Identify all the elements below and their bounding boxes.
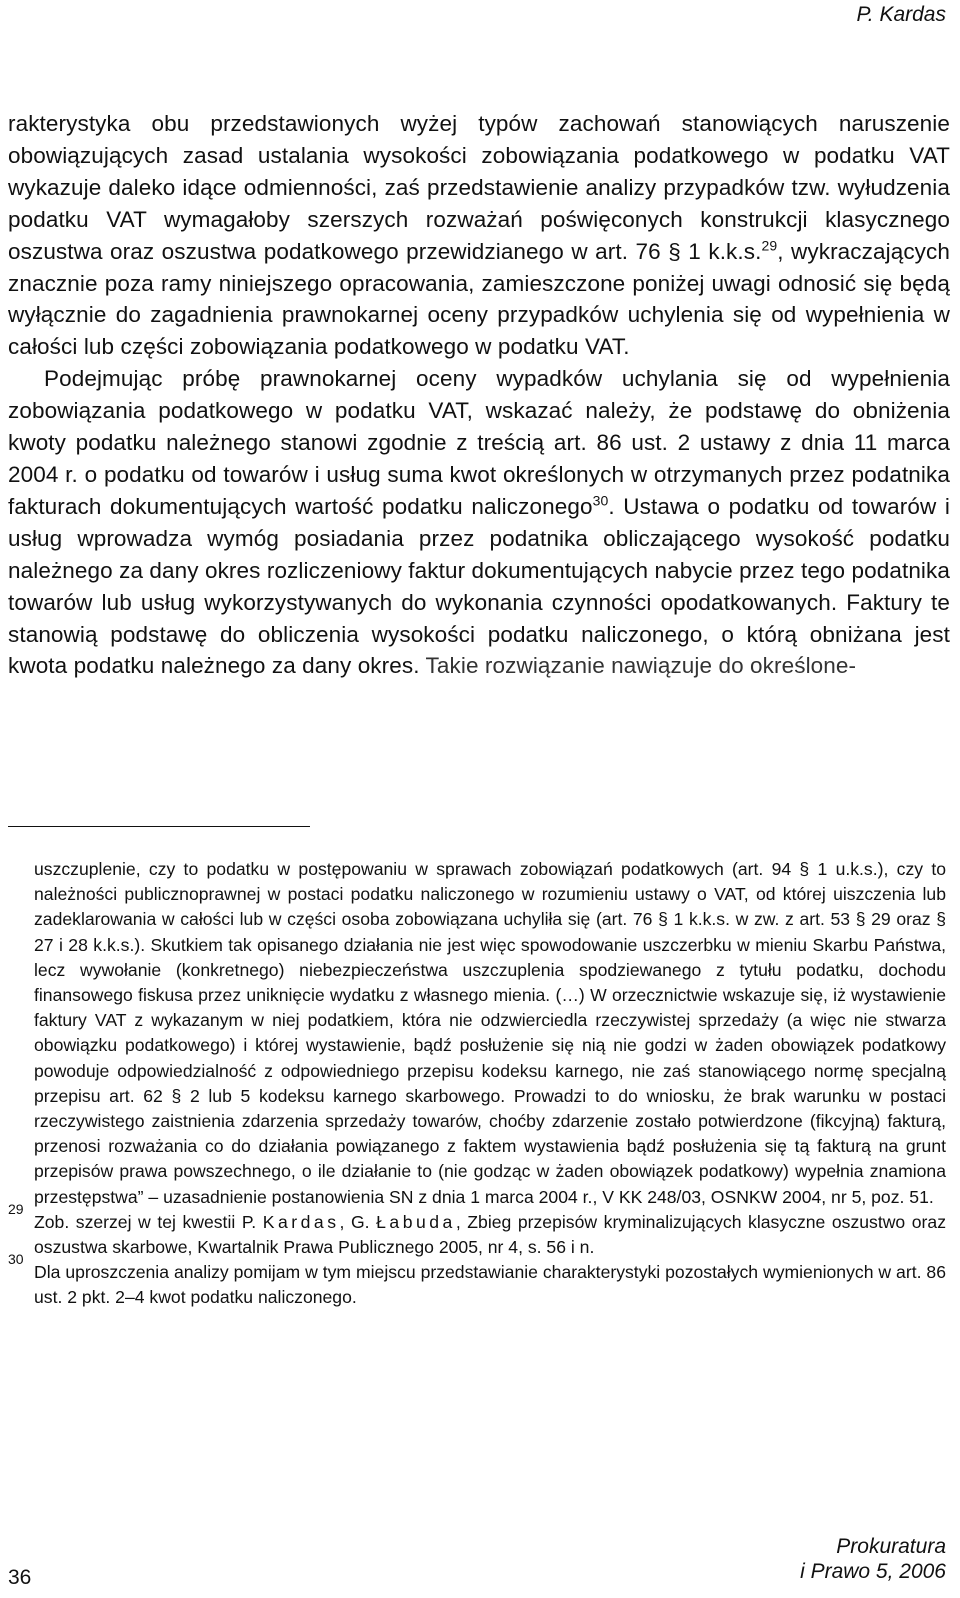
footnote-30-text: Dla uproszczenia analizy pomijam w tym miejscu przedstawianie charakterystyki pozostałych wymienionych w art. 86 ust. 2 pkt. 2–4 kwot podatku naliczonego. — [34, 1262, 946, 1308]
footnote-30-number: 30 — [8, 1251, 24, 1268]
running-head: P. Kardas — [856, 3, 946, 26]
paragraph-2 — [8, 363, 950, 682]
footnote-29-text-b: , Zbieg przepisów kryminalizujących klasyczne oszustwo oraz oszustwa skarbowe, Kwartalnik Prawa Publicznego 2005, nr 4, s. 56 i n. — [34, 1211, 947, 1258]
footnote-29-author-2: Łabuda — [376, 1211, 456, 1232]
journal-title: Prokuratura — [836, 1535, 946, 1558]
journal-info — [800, 1534, 946, 1584]
page-number: 36 — [8, 1566, 32, 1589]
paragraph-2-text-b: . Ustawa o podatku od towarów i usług wprowadza wymóg posiadania przez podatnika obliczającego wysokość podatku należnego za dany okres rozliczeniowy faktur dokumentujących nabycie przez tego podatnika towarów lub usług wykorzystywanych do wykonania czynności opodatkowanych. Faktury te stanowią podstawę do obliczenia wysokości podatku naliczonego, o którą obniżana jest kwota podatku należnego za dany okres. — [8, 493, 950, 679]
footnotes — [8, 857, 946, 1311]
paragraph-1-text-b: , wykraczających znacznie poza ramy niniejszego opracowania, zamieszczone poniżej uwagi odnosić się będą wyłącznie do zagadnienia prawnokarnej oceny przypadków uchylenia się od wypełnienia w całości lub części zobowiązania podatkowego w podatku VAT. — [8, 238, 950, 360]
paragraph-1-text-a: rakterystyka obu przedstawionych wyżej typów zachowań stanowiących naruszenie obowiązujących zasad ustalania wysokości zobowiązania podatkowego w podatku VAT wykazuje daleko idące odmienności, zaś przedstawienie analizy przypadków tzw. wyłudzenia podatku VAT wymagałoby szerszych rozważań poświęconych konstrukcji klasycznego oszustwa oraz oszustwa podatkowego przewidzianego w art. 76 § 1 k.k.s. — [8, 111, 950, 264]
footnote-ref-29[interactable]: 29 — [761, 237, 778, 254]
footnote-29-separator: , G. — [339, 1211, 370, 1232]
journal-issue: i Prawo 5, 2006 — [800, 1560, 946, 1583]
main-text — [8, 108, 950, 682]
paragraph-2-text-c: Takie rozwiązanie nawiązuje do określone- — [425, 653, 857, 679]
footnote-30 — [8, 1251, 946, 1310]
footnote-29-number: 29 — [8, 1200, 24, 1217]
paragraph-2-text-a: Podejmując próbę prawnokarnej oceny wypadków uchylania się od wypełnienia zobowiązania podatkowego w podatku VAT, wskazać należy, że podstawę do obniżenia kwoty podatku należnego stanowi zgodnie z treścią art. 86 ust. 2 ustawy z dnia 11 marca 2004 r. o podatku od towarów i usług suma kwot określonych w otrzymanych przez podatnika fakturach dokumentujących wartość podatku naliczonego — [8, 366, 950, 519]
footnote-continuation-text: uszczuplenie, czy to podatku w postępowaniu w sprawach zobowiązań podatkowych (art. 94 § 1 u.k.s.), czy to należności publicznoprawnej w postaci podatku naliczonego w rozumieniu ustawy o VAT, od której uiszczenia lub zadeklarowania w całości lub w części osoba zobowiązana uchyliła się (art. 76 § 1 k.k.s. w zw. z art. 53 § 29 oraz § 27 i 28 k.k.s.). Skutkiem tak opisanego działania nie jest więc spowodowanie uszczerbku w mieniu Skarbu Państwa, lecz wywołanie (konkretnego) niebezpieczeństwa uszczuplenia spodziewanego z tytułu podatku, dochodu finansowego fiskusa przez uniknięcie wydatku z własnego mienia. (…) W orzecznictwie wskazuje się, iż wystawienie faktury VAT z wykazanym w niej podatkiem, która nie odzwierciedla rzeczywistej sprzedaży (a więc nie stwarza obowiązku podatkowego) i której wystawienie, bądź posłużenie się nią nie godzi w żaden obowiązek podatkowy powoduje odpowiedzialność z odpowiedniego przepisu kodeksu karnego, nie zaś stanowiącego normę specjalną przepisu art. 62 § 2 lub 5 kodeksu karnego skarbowego. Prowadzi to do wniosku, że brak warunku w postaci rzeczywistego zaistnienia zdarzenia sprzedaży towarów, choćby zdarzenie zostało potwierdzone (fikcyjną) fakturą, przenosi rozważania co do działania powiązanego z faktem wystawienia bądź posłużenia się tą fakturą na grunt przepisów prawa powszechnego, o ile działanie to (nie godząc w żaden obowiązek podatkowy) wypełnia znamiona przestępstwa” – uzasadnienie postanowienia SN z dnia 1 marca 2004 r., V KK 248/03, OSNKW 2004, nr 5, poz. 51. — [34, 859, 946, 1207]
footnote-ref-30[interactable]: 30 — [592, 492, 609, 509]
paragraph-1 — [8, 108, 950, 363]
footnote-29 — [8, 1200, 947, 1260]
footnote-29-text-a: Zob. szerzej w tej kwestii P. — [34, 1211, 257, 1232]
footnote-separator — [8, 826, 310, 827]
footnote-29-author-1: Kardas — [262, 1211, 340, 1232]
footnote-continuation — [8, 857, 946, 1210]
